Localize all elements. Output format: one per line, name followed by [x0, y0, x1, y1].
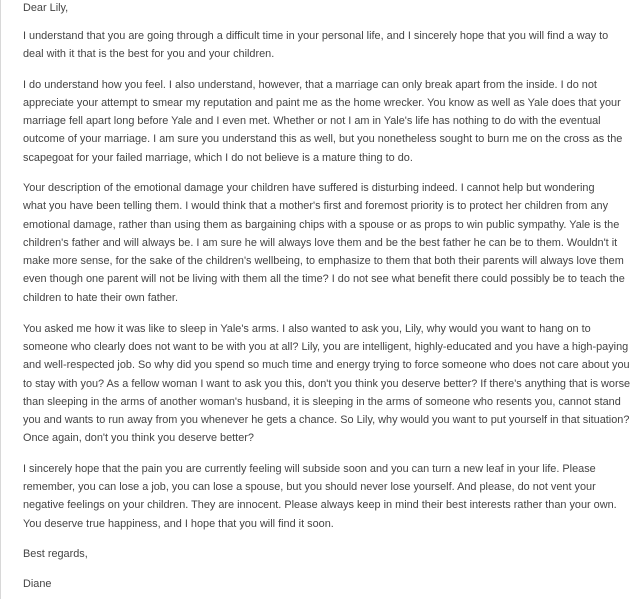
paragraph-2-line-4: outcome of your marriage. I am sure you understand this as well, but you nonetheless sought to burn me on the cross as the: [23, 133, 623, 146]
closing: Best regards,: [23, 547, 88, 560]
paragraph-3-line-4: children's father and will always be. I am sure he will always love them and be the best father he can be to them. Wouldn't it: [23, 236, 618, 249]
paragraph-3-line-1: Your description of the emotional damage your children have suffered is disturbing indeed. I cannot help but wondering: [23, 182, 595, 195]
paragraph-2-line-2: appreciate your attempt to smear my reputation and paint me as the home wrecker. You know as well as Yale does that your: [23, 96, 621, 109]
paragraph-5-line-4: You deserve true happiness, and I hope that you will find it soon.: [23, 517, 334, 530]
paragraph-5-line-3: negative feelings on your children. They are innocent. Please always keep in mind their best interests rather than your own.: [23, 499, 617, 512]
paragraph-4-line-5: than sleeping in the arms of another woman's husband, it is sleeping in the arms of someone who resents you, cannot stand: [23, 395, 621, 408]
paragraph-4-line-4: to stay with you? As a fellow woman I want to ask you this, don't you think you deserve better? If there's anything that is worse: [23, 377, 631, 390]
paragraph-3-line-2: what you have been telling them. I would think that a mother's first and foremost priority is to protect her children from any: [23, 200, 609, 213]
paragraph-2-line-3: marriage fell apart long before Yale and I even met. Whether or not I am in Yale's life has nothing to do with the eventual: [23, 115, 601, 128]
paragraph-5-line-2: remember, you can lose a job, you can lose a spouse, but you should never lose yourself. And please, do not vent your: [23, 481, 596, 494]
paragraph-5-line-1: I sincerely hope that the pain you are currently feeling will subside soon and you can turn a new leaf in your life. Please: [23, 462, 596, 475]
paragraph-3-line-5: make more sense, for the sake of the children's wellbeing, to emphasize to them that both their parents will always love them: [23, 255, 624, 268]
signature: Diane: [23, 577, 52, 590]
paragraph-3-line-7: children to hate their own father.: [23, 291, 178, 304]
paragraph-4-line-6: you and wants to run away from you whenever he gets a chance. So Lily, why would you want to put yourself in that situation?: [23, 414, 630, 427]
paragraph-2-line-1: I do understand how you feel. I also understand, however, that a marriage can only break apart from the inside. I do not: [23, 78, 597, 91]
paragraph-4-line-7: Once again, don't you think you deserve better?: [23, 432, 254, 445]
paragraph-4-line-1: You asked me how it was like to sleep in Yale's arms. I also wanted to ask you, Lily, why would you want to hang on to: [23, 322, 591, 335]
paragraph-3-line-6: even though one parent will not be living with them all the time? I do not see what benefit there could possibly be to teach the: [23, 273, 625, 286]
salutation: Dear Lily,: [23, 2, 69, 15]
paragraph-3-line-3: emotional damage, rather than using them as bargaining chips with a spouse or as props to win public sympathy. Yale is the: [23, 218, 620, 231]
paragraph-2-line-5: scapegoat for your failed marriage, which I do not believe is a mature thing to do.: [23, 151, 413, 164]
paragraph-4-line-2: someone who clearly does not want to be with you at all? Lily, you are intelligent, highly-educated and you have a high-paying: [23, 341, 629, 354]
paragraph-1-line-2: deal with it that is the best for you and your children.: [23, 48, 275, 61]
paragraph-4-line-3: and well-respected job. So why did you spend so much time and energy trying to force someone who does not care about you: [23, 359, 630, 372]
paragraph-1-line-1: I understand that you are going through a difficult time in your personal life, and I sincerely hope that you will find a way to: [23, 30, 609, 43]
